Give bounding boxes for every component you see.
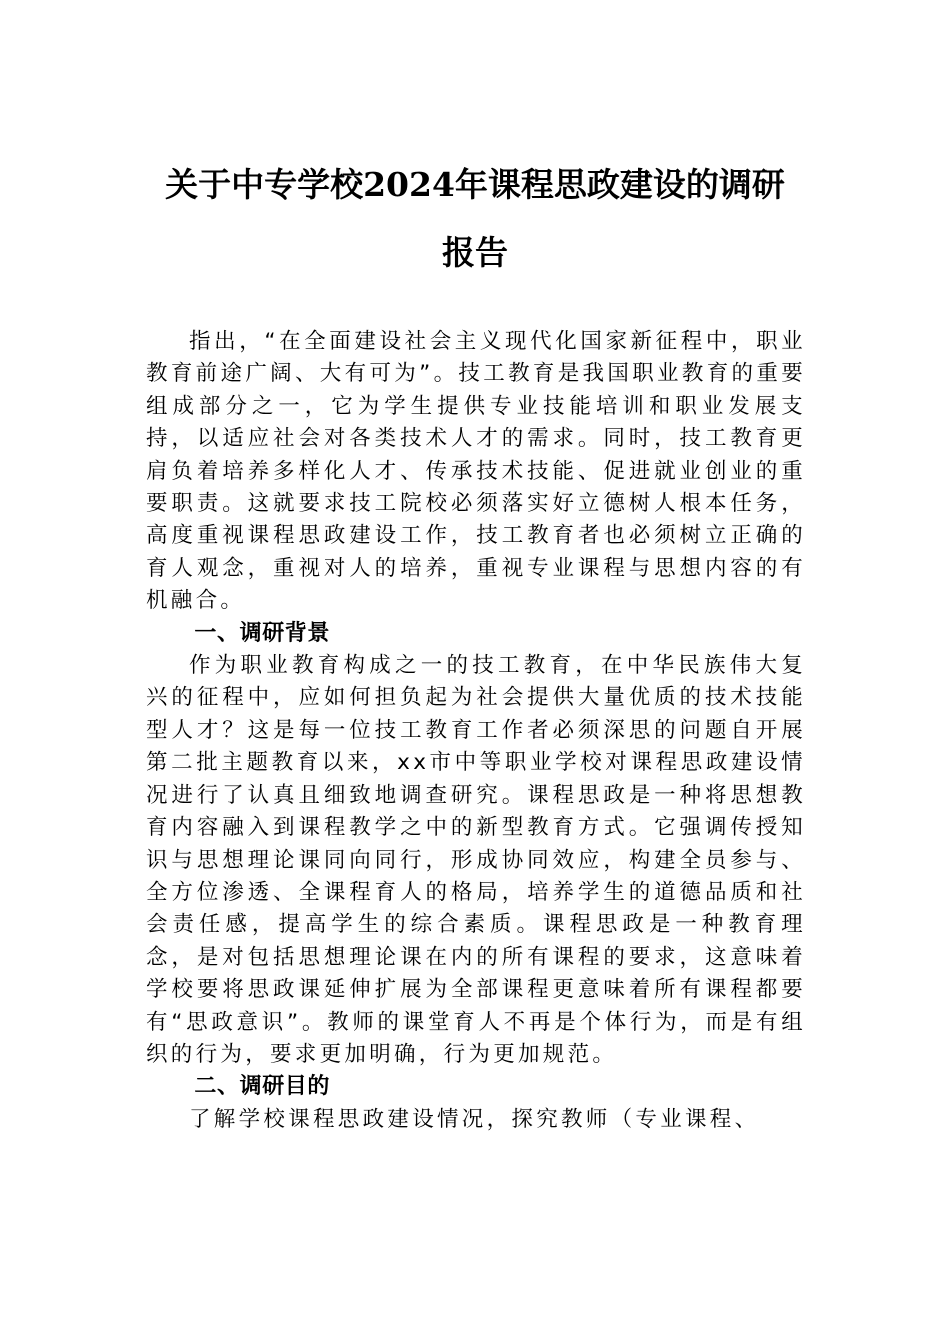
document-body xyxy=(146,326,806,1136)
section-heading-background: 一、调研背景 xyxy=(194,620,330,646)
section-heading-purpose: 二、调研目的 xyxy=(194,1074,330,1100)
paragraph-intro: 指出，“在全面建设社会主义现代化国家新征程中，职业教育前途广阔、大有可为”。技工教育是我国职业教育的重要组成部分之一，它为学生提供专业技能培训和职业发展支持，以适应社会对各类技术人才的需求。同时，技工教育更肩负着培养多样化人才、传承技术技能、促进就业创业的重要职责。这就要求技工院校必须落实好立德树人根本任务，高度重视课程思政建设工作，技工教育者也必须树立正确的育人观念，重视对人的培养，重视专业课程与思想内容的有机融合。 xyxy=(146,329,806,614)
paragraph-purpose: 了解学校课程思政建设情况，探究教师（专业课程、 xyxy=(189,1106,760,1132)
document-title-line-2: 报告 xyxy=(442,233,508,272)
document-title-line-1: 关于中专学校2024年课程思政建设的调研 xyxy=(165,165,785,204)
paragraph-background: 作为职业教育构成之一的技工教育，在中华民族伟大复兴的征程中，应如何担负起为社会提供大量优质的技术技能型人才？这是每一位技工教育工作者必须深思的问题自开展第二批主题教育以来，xx市中等职业学校对课程思政建设情况进行了认真且细致地调查研究。课程思政是一种将思想教育内容融入到课程教学之中的新型教育方式。它强调传授知识与思想理论课同向同行，形成协同效应，构建全员参与、全方位渗透、全课程育人的格局，培养学生的道德品质和社会责任感，提高学生的综合素质。课程思政是一种教育理念，是对包括思想理论课在内的所有课程的要求，这意味着学校要将思政课延伸扩展为全部课程更意味着所有课程都要有“思政意识”。教师的课堂育人不再是个体行为，而是有组织的行为，要求更加明确，行为更加规范。 xyxy=(146,653,806,1067)
